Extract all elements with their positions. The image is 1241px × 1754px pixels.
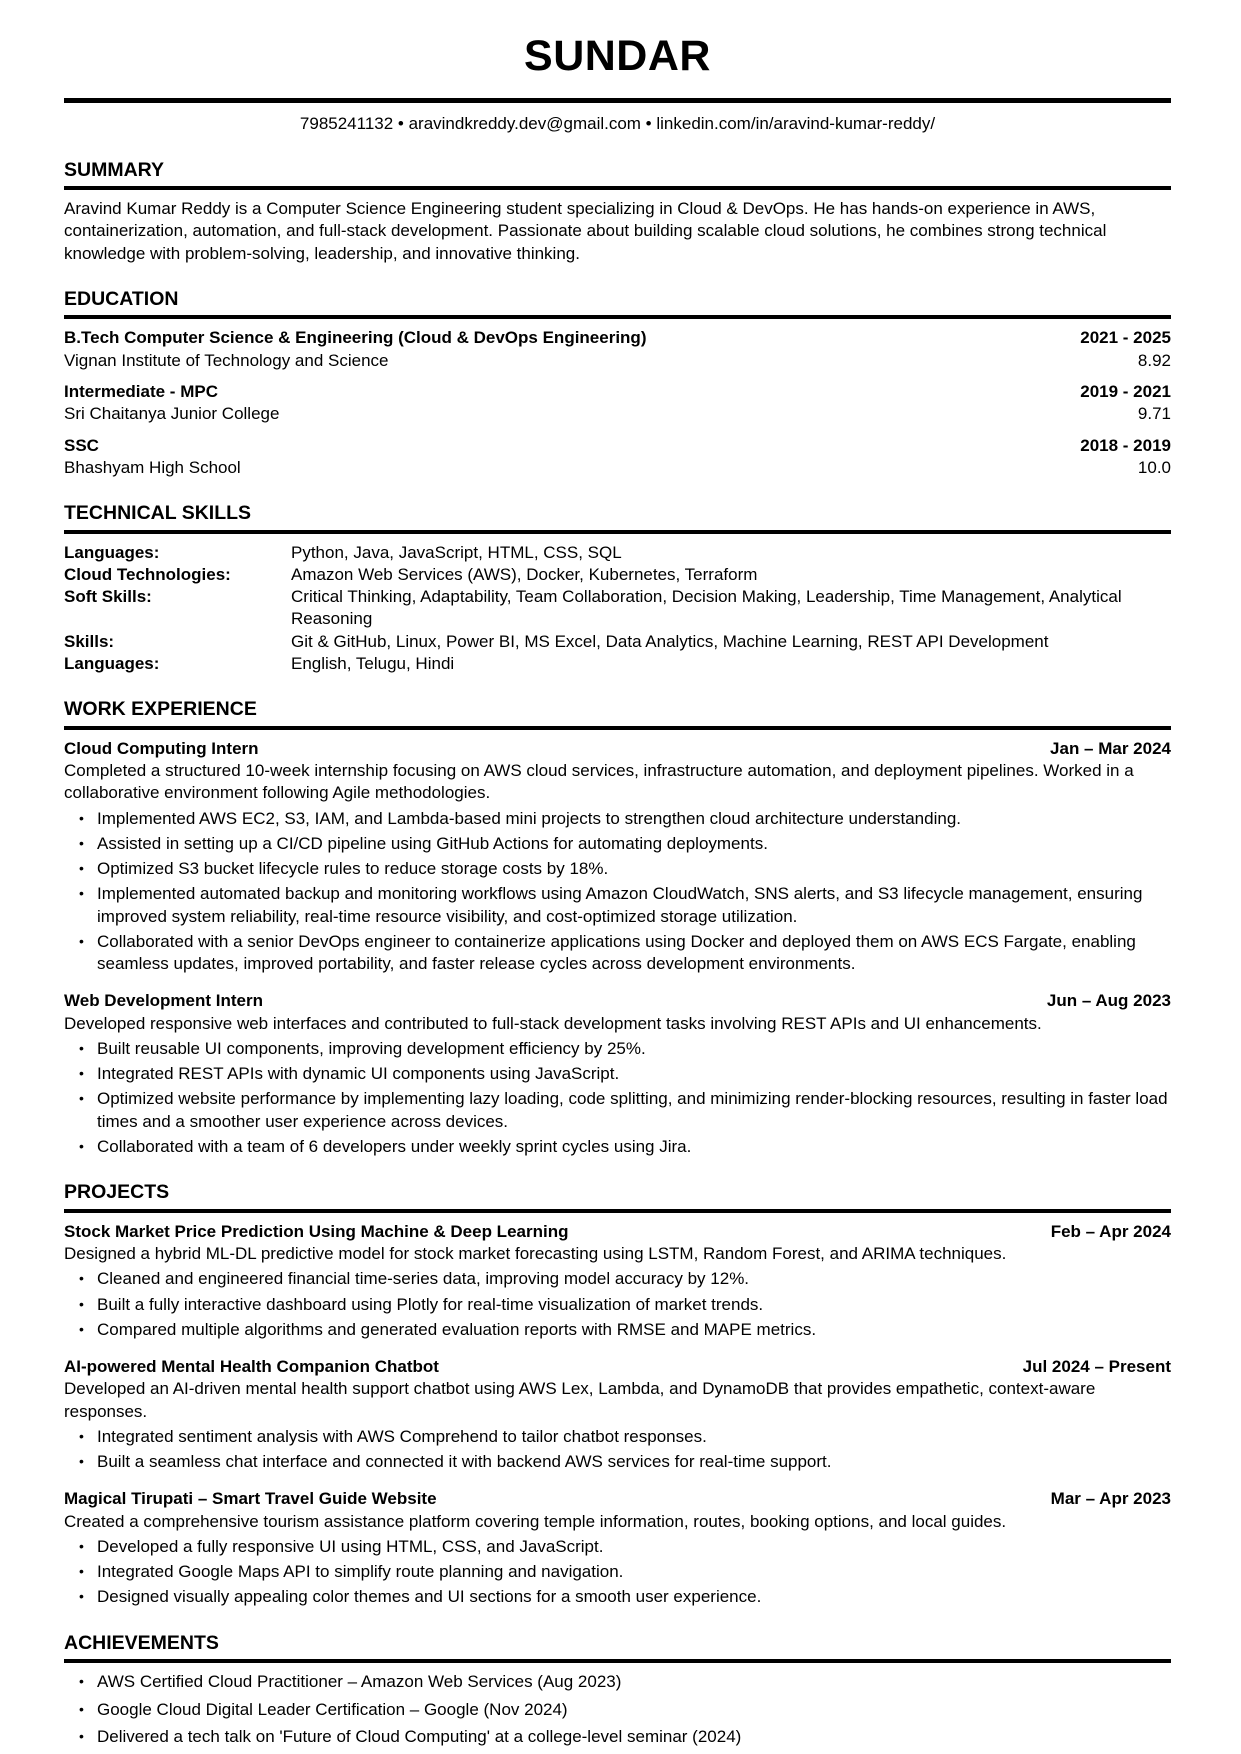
achievement-bullet: • AWS Certified Cloud Practitioner – Amazon Web Services (Aug 2023) <box>64 1671 1171 1693</box>
project-bullet-list <box>64 1426 1171 1474</box>
project-bullet: • Cleaned and engineered financial time-series data, improving model accuracy by 12%. <box>64 1268 1171 1290</box>
education-dates: 2019 - 2021 <box>1080 381 1171 401</box>
skill-label: Languages: <box>64 653 160 673</box>
education-heading: EDUCATION <box>64 287 1171 320</box>
job-bullet: • Optimized S3 bucket lifecycle rules to reduce storage costs by 18%. <box>64 858 1171 880</box>
project-bullet: • Built a fully interactive dashboard using Plotly for real-time visualization of market trends. <box>64 1294 1171 1316</box>
project-bullet: • Built a seamless chat interface and connected it with backend AWS services for real-time support. <box>64 1451 1171 1473</box>
section-technical-skills <box>64 501 1171 675</box>
score: 10.0 <box>1137 457 1171 477</box>
section-projects <box>64 1180 1171 1609</box>
skill-value: Amazon Web Services (AWS), Docker, Kubernetes, Terraform <box>291 564 758 584</box>
achievements-heading: ACHIEVEMENTS <box>64 1631 1171 1664</box>
school: Sri Chaitanya Junior College <box>64 404 280 424</box>
project-entry <box>64 1488 1171 1608</box>
project-bullet: • Compared multiple algorithms and generated evaluation reports with RMSE and MAPE metrics. <box>64 1319 1171 1341</box>
job-bullet: • Implemented AWS EC2, S3, IAM, and Lambda-based mini projects to strengthen cloud architecture understanding. <box>64 808 1171 830</box>
school: Vignan Institute of Technology and Science <box>64 350 389 370</box>
job-bullet: • Implemented automated backup and monitoring workflows using Amazon CloudWatch, SNS alerts, and S3 lifecycle management, ensuring improved system reliability, real-time resource visibility, and cost-optimized storage utilization. <box>64 883 1171 928</box>
job-bullet-list <box>64 1038 1171 1158</box>
skill-value: Critical Thinking, Adaptability, Team Collaboration, Decision Making, Leadership, Time Management, Analytical Reasoning <box>291 587 1122 629</box>
skill-label: Cloud Technologies: <box>64 564 231 584</box>
skill-label: Skills: <box>64 631 115 651</box>
project-description: Developed an AI-driven mental health support chatbot using AWS Lex, Lambda, and DynamoDB that provides empathetic, context-aware responses. <box>64 1379 1096 1421</box>
score: 9.71 <box>1137 404 1171 424</box>
education-entry <box>64 435 1171 480</box>
school: Bhashyam High School <box>64 457 241 477</box>
section-summary <box>64 158 1171 265</box>
job-dates: Jun – Aug 2023 <box>1046 991 1171 1011</box>
job-bullet-list <box>64 808 1171 976</box>
job-title: Cloud Computing Intern <box>64 738 259 758</box>
skill-value: English, Telugu, Hindi <box>291 653 455 673</box>
project-bullet: • Integrated Google Maps API to simplify route planning and navigation. <box>64 1561 1171 1583</box>
project-bullet: • Designed visually appealing color themes and UI sections for a smooth user experience. <box>64 1586 1171 1608</box>
education-entry <box>64 381 1171 426</box>
summary-text: Aravind Kumar Reddy is a Computer Science Engineering student specializing in Cloud & DevOps. He has hands-on experience in AWS, containerization, automation, and full-stack development. Passionate about building scalable cloud solutions, he combines strong technical knowledge with problem-solving, leadership, and innovative thinking. <box>64 199 1107 263</box>
project-dates: Mar – Apr 2023 <box>1050 1489 1171 1509</box>
skill-label: Languages: <box>64 542 160 562</box>
job-bullet: • Collaborated with a team of 6 developers under weekly sprint cycles using Jira. <box>64 1136 1171 1158</box>
job-bullet: • Integrated REST APIs with dynamic UI components using JavaScript. <box>64 1063 1171 1085</box>
degree: B.Tech Computer Science & Engineering (Cloud & DevOps Engineering) <box>64 328 647 348</box>
work-entry <box>64 738 1171 976</box>
job-bullet: • Built reusable UI components, improving development efficiency by 25%. <box>64 1038 1171 1060</box>
contact-line: 7985241132 • aravindkreddy.dev@gmail.com • linkedin.com/in/aravind-kumar-reddy/ <box>299 114 936 134</box>
job-dates: Jan – Mar 2024 <box>1050 738 1171 758</box>
resume-name: SUNDAR <box>524 32 711 80</box>
achievement-bullet: • Google Cloud Digital Leader Certification – Google (Nov 2024) <box>64 1699 1171 1721</box>
project-dates: Jul 2024 – Present <box>1022 1357 1171 1377</box>
section-education <box>64 287 1171 479</box>
project-bullet-list <box>64 1268 1171 1341</box>
section-achievements <box>64 1631 1171 1748</box>
project-title: Stock Market Price Prediction Using Machine & Deep Learning <box>64 1221 569 1241</box>
projects-heading: PROJECTS <box>64 1180 1171 1213</box>
achievements-list <box>64 1671 1171 1748</box>
project-dates: Feb – Apr 2024 <box>1050 1221 1171 1241</box>
project-bullet: • Developed a fully responsive UI using HTML, CSS, and JavaScript. <box>64 1536 1171 1558</box>
work-entry <box>64 990 1171 1158</box>
job-description: Developed responsive web interfaces and contributed to full-stack development tasks involving REST APIs and UI enhancements. <box>64 1013 1042 1033</box>
education-dates: 2018 - 2019 <box>1080 435 1171 455</box>
skill-row <box>64 564 1171 586</box>
degree: Intermediate - MPC <box>64 381 218 401</box>
project-title: AI-powered Mental Health Companion Chatbot <box>64 1357 439 1377</box>
skill-row <box>64 542 1171 564</box>
project-description: Designed a hybrid ML-DL predictive model for stock market forecasting using LSTM, Random Forest, and ARIMA techniques. <box>64 1244 1007 1264</box>
job-bullet: • Assisted in setting up a CI/CD pipeline using GitHub Actions for automating deployments. <box>64 833 1171 855</box>
work-experience-heading: WORK EXPERIENCE <box>64 697 1171 730</box>
skill-row <box>64 631 1171 653</box>
education-entry <box>64 327 1171 372</box>
project-title: Magical Tirupati – Smart Travel Guide Website <box>64 1489 437 1509</box>
education-dates: 2021 - 2025 <box>1080 328 1171 348</box>
project-bullet: • Integrated sentiment analysis with AWS Comprehend to tailor chatbot responses. <box>64 1426 1171 1448</box>
job-description: Completed a structured 10-week internship focusing on AWS cloud services, infrastructure automation, and deployment pipelines. Worked in a collaborative environment following Agile methodologies. <box>64 760 1134 803</box>
achievement-bullet: • Delivered a tech talk on 'Future of Cloud Computing' at a college-level seminar (2024) <box>64 1726 1171 1748</box>
job-title: Web Development Intern <box>64 991 263 1011</box>
skill-label: Soft Skills: <box>64 587 152 607</box>
job-bullet: • Optimized website performance by implementing lazy loading, code splitting, and minimizing render-blocking resources, resulting in faster load times and a smoother user experience across devices. <box>64 1088 1171 1133</box>
project-bullet-list <box>64 1536 1171 1609</box>
score: 8.92 <box>1137 350 1171 370</box>
degree: SSC <box>64 435 99 455</box>
project-entry <box>64 1221 1171 1341</box>
header-divider <box>64 98 1171 103</box>
skill-value: Python, Java, JavaScript, HTML, CSS, SQL <box>291 542 622 562</box>
skill-row <box>64 653 1171 675</box>
project-description: Created a comprehensive tourism assistance platform covering temple information, routes, booking options, and local guides. <box>64 1511 1007 1531</box>
summary-heading: SUMMARY <box>64 158 1171 191</box>
skill-value: Git & GitHub, Linux, Power BI, MS Excel, Data Analytics, Machine Learning, REST API Development <box>291 631 1049 651</box>
technical-skills-heading: TECHNICAL SKILLS <box>64 501 1171 534</box>
skill-row <box>64 586 1171 631</box>
section-work-experience <box>64 697 1171 1158</box>
job-bullet: • Collaborated with a senior DevOps engineer to containerize applications using Docker and deployed them on AWS ECS Fargate, enabling seamless updates, improved portability, and faster release cycles across development environments. <box>64 931 1171 976</box>
project-entry <box>64 1356 1171 1473</box>
